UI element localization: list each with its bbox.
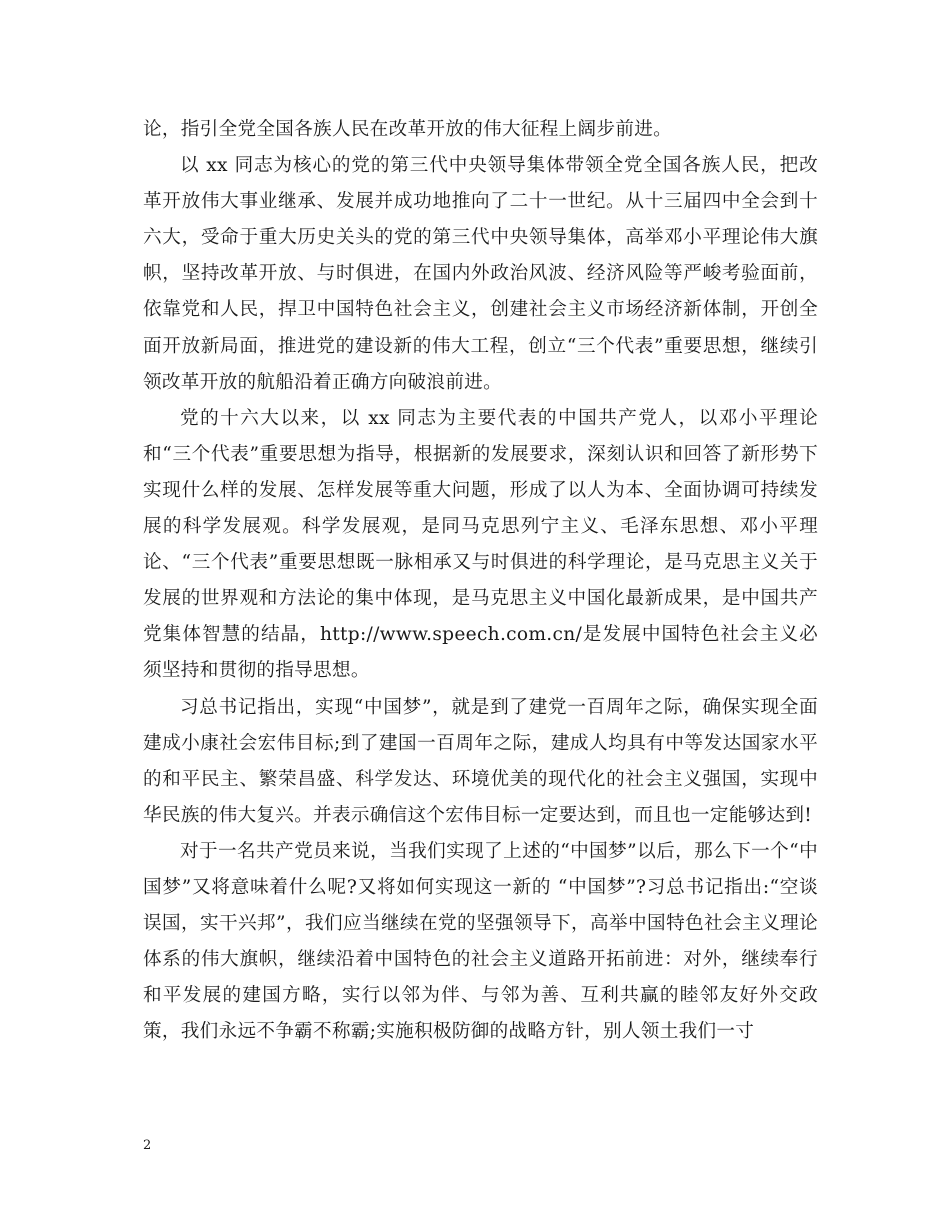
document-body: [143, 112, 818, 1050]
text-line: 和贯彻的指导思想。: [199, 660, 370, 682]
text-line: “空谈误国，实干兴邦”，我们应当继续在党的坚强领导下，高举中国特色社会: [143, 876, 818, 935]
text-line: 主义理论体系的伟大旗帜，继续沿着中国特色的社会主义道路开拓前进：对外，: [143, 913, 819, 971]
text-line: “三个代表”重要思想为指导，根据新的发展要求，深刻认识和回答了新形势下: [162, 443, 818, 465]
text-line: “中国梦”又将意味着什么呢?又将如何实现这一新的 “中国梦”?习总书记指出:: [143, 840, 818, 898]
text-line: 论，指引全党全国各族人民在改革开放的伟大征程上阔步前进。: [143, 119, 673, 140]
text-line: 大，受命于重大历史关头的党的第三代中央领导集体，高举邓小平理论伟大旗帜，: [143, 227, 818, 285]
text-line: 集体智慧的结晶，http://www.speech.com.cn/是发展中国特色社会主义必须坚持: [143, 624, 818, 682]
text-line: 党和人民，捍卫中国特色社会主义，创建社会主义市场经济新体制，开创全面开: [143, 299, 818, 357]
text-line: 平的和平民主、繁荣昌盛、科学发达、环境优美的现代化的社会主义强国，实现: [143, 732, 818, 790]
text-line: 开放伟大事业继承、发展并成功地推向了二十一世纪。从十三届四中全会到十六: [143, 191, 818, 249]
text-line: 继续奉行和平发展的建国方略，实行以邻为伴、与邻为善、互利共赢的睦邻友好: [143, 949, 818, 1007]
text-line: 面建成小康社会宏伟目标;到了建国一百周年之际，建成人均具有中等发达国家水: [143, 696, 818, 754]
text-line: 坚持改革开放、与时俱进，在国内外政治风波、经济风险等严峻考验面前，依靠: [143, 263, 818, 321]
text-line: 实现什么样的发展、怎样发展等重大问题，形成了以人为本、全面协调可持续发: [143, 479, 818, 501]
text-line: 以 xx 同志为核心的党的第三代中央领导集体带领全党全国各族人民，把改革: [143, 155, 818, 213]
text-line: 中华民族的伟大复兴。并表示确信这个宏伟目标一定要达到，而且也一定能够达: [143, 768, 818, 826]
text-line: 放新局面，推进党的建设新的伟大工程，创立“三个代表”重要思想，继续引领: [143, 335, 818, 393]
text-line: 改革开放的航船沿着正确方向破浪前进。: [161, 371, 502, 393]
text-line: 展的世界观和方法论的集中体现，是马克思主义中国化最新成果，是中国共产党: [143, 588, 818, 646]
text-line: 展的科学发展观。科学发展观，是同马克思列宁主义、毛泽东思想、邓小平理论、: [143, 516, 818, 574]
text-line: 到!: [785, 804, 813, 826]
text-line: 外交政策，我们永远不争霸不称霸;实施积极防御的战略方针，别人领土我们一寸: [143, 985, 818, 1043]
text-line: 党的十六大以来，以 xx 同志为主要代表的中国共产党人，以邓小平理论和: [143, 407, 818, 465]
paragraph: [143, 401, 818, 690]
text-line: 习总书记指出，实现“中国梦”，就是到了建党一百周年之际，确保实现全: [180, 696, 800, 718]
text-line: 对于一名共产党员来说，当我们实现了上述的“中国梦”以后，那么下一个: [180, 840, 790, 862]
page-number: 2: [143, 1138, 152, 1153]
paragraph: [143, 690, 818, 834]
text-line: “三个代表”重要思想既一脉相承又与时俱进的科学理论，是马克思主义关于发: [143, 552, 818, 610]
paragraph: [143, 834, 818, 1051]
paragraph: [143, 148, 818, 401]
paragraph: [143, 112, 818, 148]
